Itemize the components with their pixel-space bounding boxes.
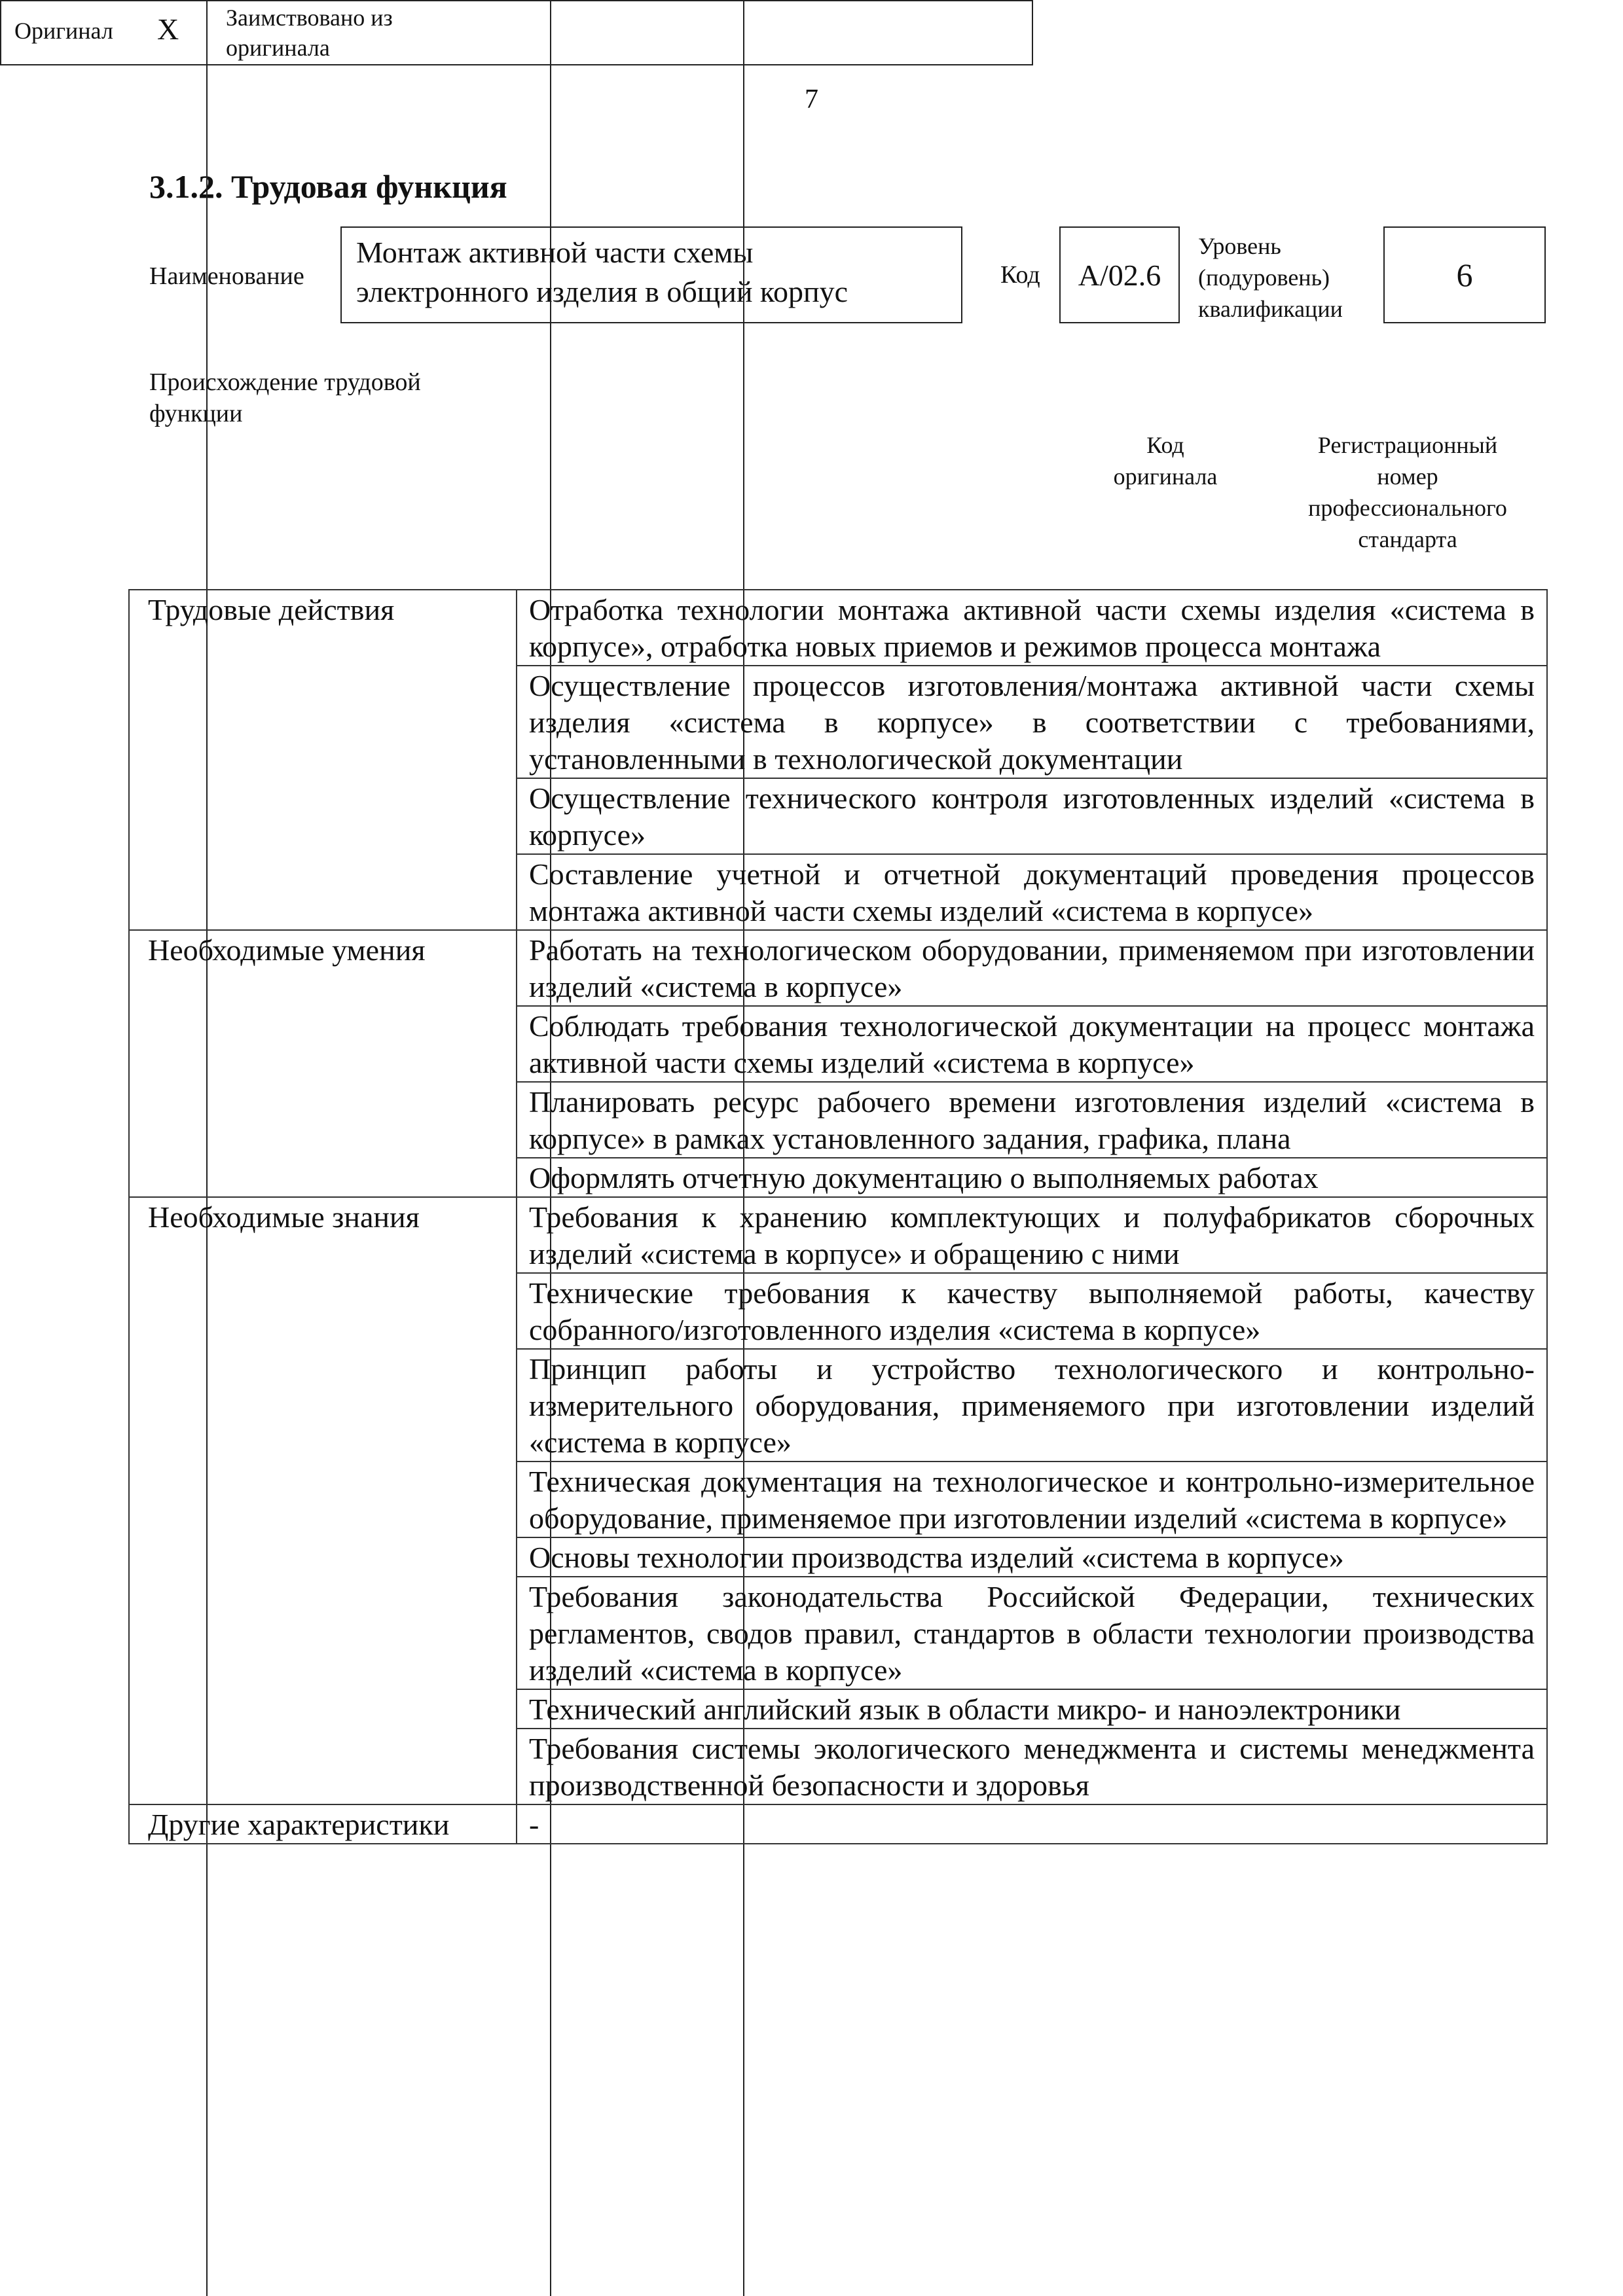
borrowed-label	[226, 3, 393, 63]
labor-action-item: Осуществление технического контроля изготовленных изделий «система в корпусе»	[517, 778, 1547, 854]
table-row	[129, 1804, 1547, 1844]
original-label: Оригинал	[14, 18, 113, 44]
skill-item: Соблюдать требования технологической документации на процесс монтажа активной части схемы изделий «система в корпусе»	[517, 1006, 1547, 1082]
level-label-line1: Уровень	[1198, 233, 1281, 259]
caption-registration-number	[1277, 429, 1539, 555]
caption-reg-line2: номер	[1377, 463, 1438, 490]
knowledge-item: Требования законодательства Российской Федерации, технических регламентов, сводов правил, стандартов в области технологии производства изделий «система в корпусе»	[517, 1577, 1547, 1689]
level-label	[1198, 230, 1343, 325]
page-number: 7	[805, 84, 818, 115]
level-label-line2: (подуровень)	[1198, 264, 1330, 291]
table-row	[129, 1197, 1547, 1273]
labor-function-table	[128, 589, 1548, 1844]
borrowed-line2: оригинала	[226, 35, 330, 61]
origin-label-line1: Происхождение трудовой	[149, 368, 421, 396]
caption-code-line2: оригинала	[1113, 463, 1218, 490]
table-row	[129, 590, 1547, 666]
code-label: Код	[1000, 261, 1040, 289]
origin-label-line2: функции	[149, 400, 243, 427]
labor-action-item: Составление учетной и отчетной документаций проведения процессов монтажа активной части схемы изделий «система в корпусе»	[517, 854, 1547, 930]
name-value-line2: электронного изделия в общий корпус	[356, 275, 848, 308]
name-value-box	[340, 226, 962, 323]
name-value-line1: Монтаж активной части схемы	[356, 236, 754, 269]
knowledge-item: Принцип работы и устройство технологического и контрольно-измерительного оборудования, применяемого при изготовлении изделий «система в корпусе»	[517, 1349, 1547, 1462]
original-mark: X	[157, 12, 179, 46]
other-characteristics-value: -	[517, 1804, 1547, 1844]
labor-action-item: Отработка технологии монтажа активной части схемы изделия «система в корпусе», отработка новых приемов и режимов процесса монтажа	[517, 590, 1547, 666]
level-label-line3: квалификации	[1198, 296, 1343, 322]
other-characteristics-label: Другие характеристики	[129, 1804, 517, 1844]
labor-action-item: Осуществление процессов изготовления/монтажа активной части схемы изделия «система в корпусе» в соответствии с требованиями, установленными в технологической документации	[517, 666, 1547, 778]
knowledge-item: Требования системы экологического менеджмента и системы менеджмента производственной безопасности и здоровья	[517, 1729, 1547, 1804]
section-title: 3.1.2. Трудовая функция	[149, 168, 507, 205]
caption-reg-line4: стандарта	[1358, 526, 1457, 552]
skill-item: Оформлять отчетную документацию о выполняемых работах	[517, 1158, 1547, 1197]
knowledge-item: Основы технологии производства изделий «система в корпусе»	[517, 1537, 1547, 1577]
name-label: Наименование	[149, 262, 304, 290]
level-value: 6	[1383, 226, 1546, 323]
knowledge-label: Необходимые знания	[129, 1197, 517, 1804]
caption-reg-line1: Регистрационный	[1317, 432, 1498, 458]
borrowed-line1: Заимствовано из	[226, 5, 393, 31]
knowledge-item: Технический английский язык в области микро- и наноэлектроники	[517, 1689, 1547, 1729]
labor-actions-label: Трудовые действия	[129, 590, 517, 930]
caption-reg-line3: профессионального	[1308, 495, 1507, 521]
origin-box	[0, 0, 1033, 65]
table-row	[129, 930, 1547, 1006]
code-value: А/02.6	[1059, 226, 1180, 323]
caption-code-line1: Код	[1146, 432, 1184, 458]
origin-label	[149, 367, 421, 429]
caption-original-code	[1087, 429, 1244, 492]
knowledge-item: Требования к хранению комплектующих и полуфабрикатов сборочных изделий «система в корпусе» и обращению с ними	[517, 1197, 1547, 1273]
skill-item: Планировать ресурс рабочего времени изготовления изделий «система в корпусе» в рамках установленного задания, графика, плана	[517, 1082, 1547, 1158]
skill-item: Работать на технологическом оборудовании, применяемом при изготовлении изделий «система в корпусе»	[517, 930, 1547, 1006]
knowledge-item: Технические требования к качеству выполняемой работы, качеству собранного/изготовленного изделия «система в корпусе»	[517, 1273, 1547, 1349]
knowledge-item: Техническая документация на технологическое и контрольно-измерительное оборудование, применяемое при изготовлении изделий «система в корпусе»	[517, 1462, 1547, 1537]
skills-label: Необходимые умения	[129, 930, 517, 1197]
